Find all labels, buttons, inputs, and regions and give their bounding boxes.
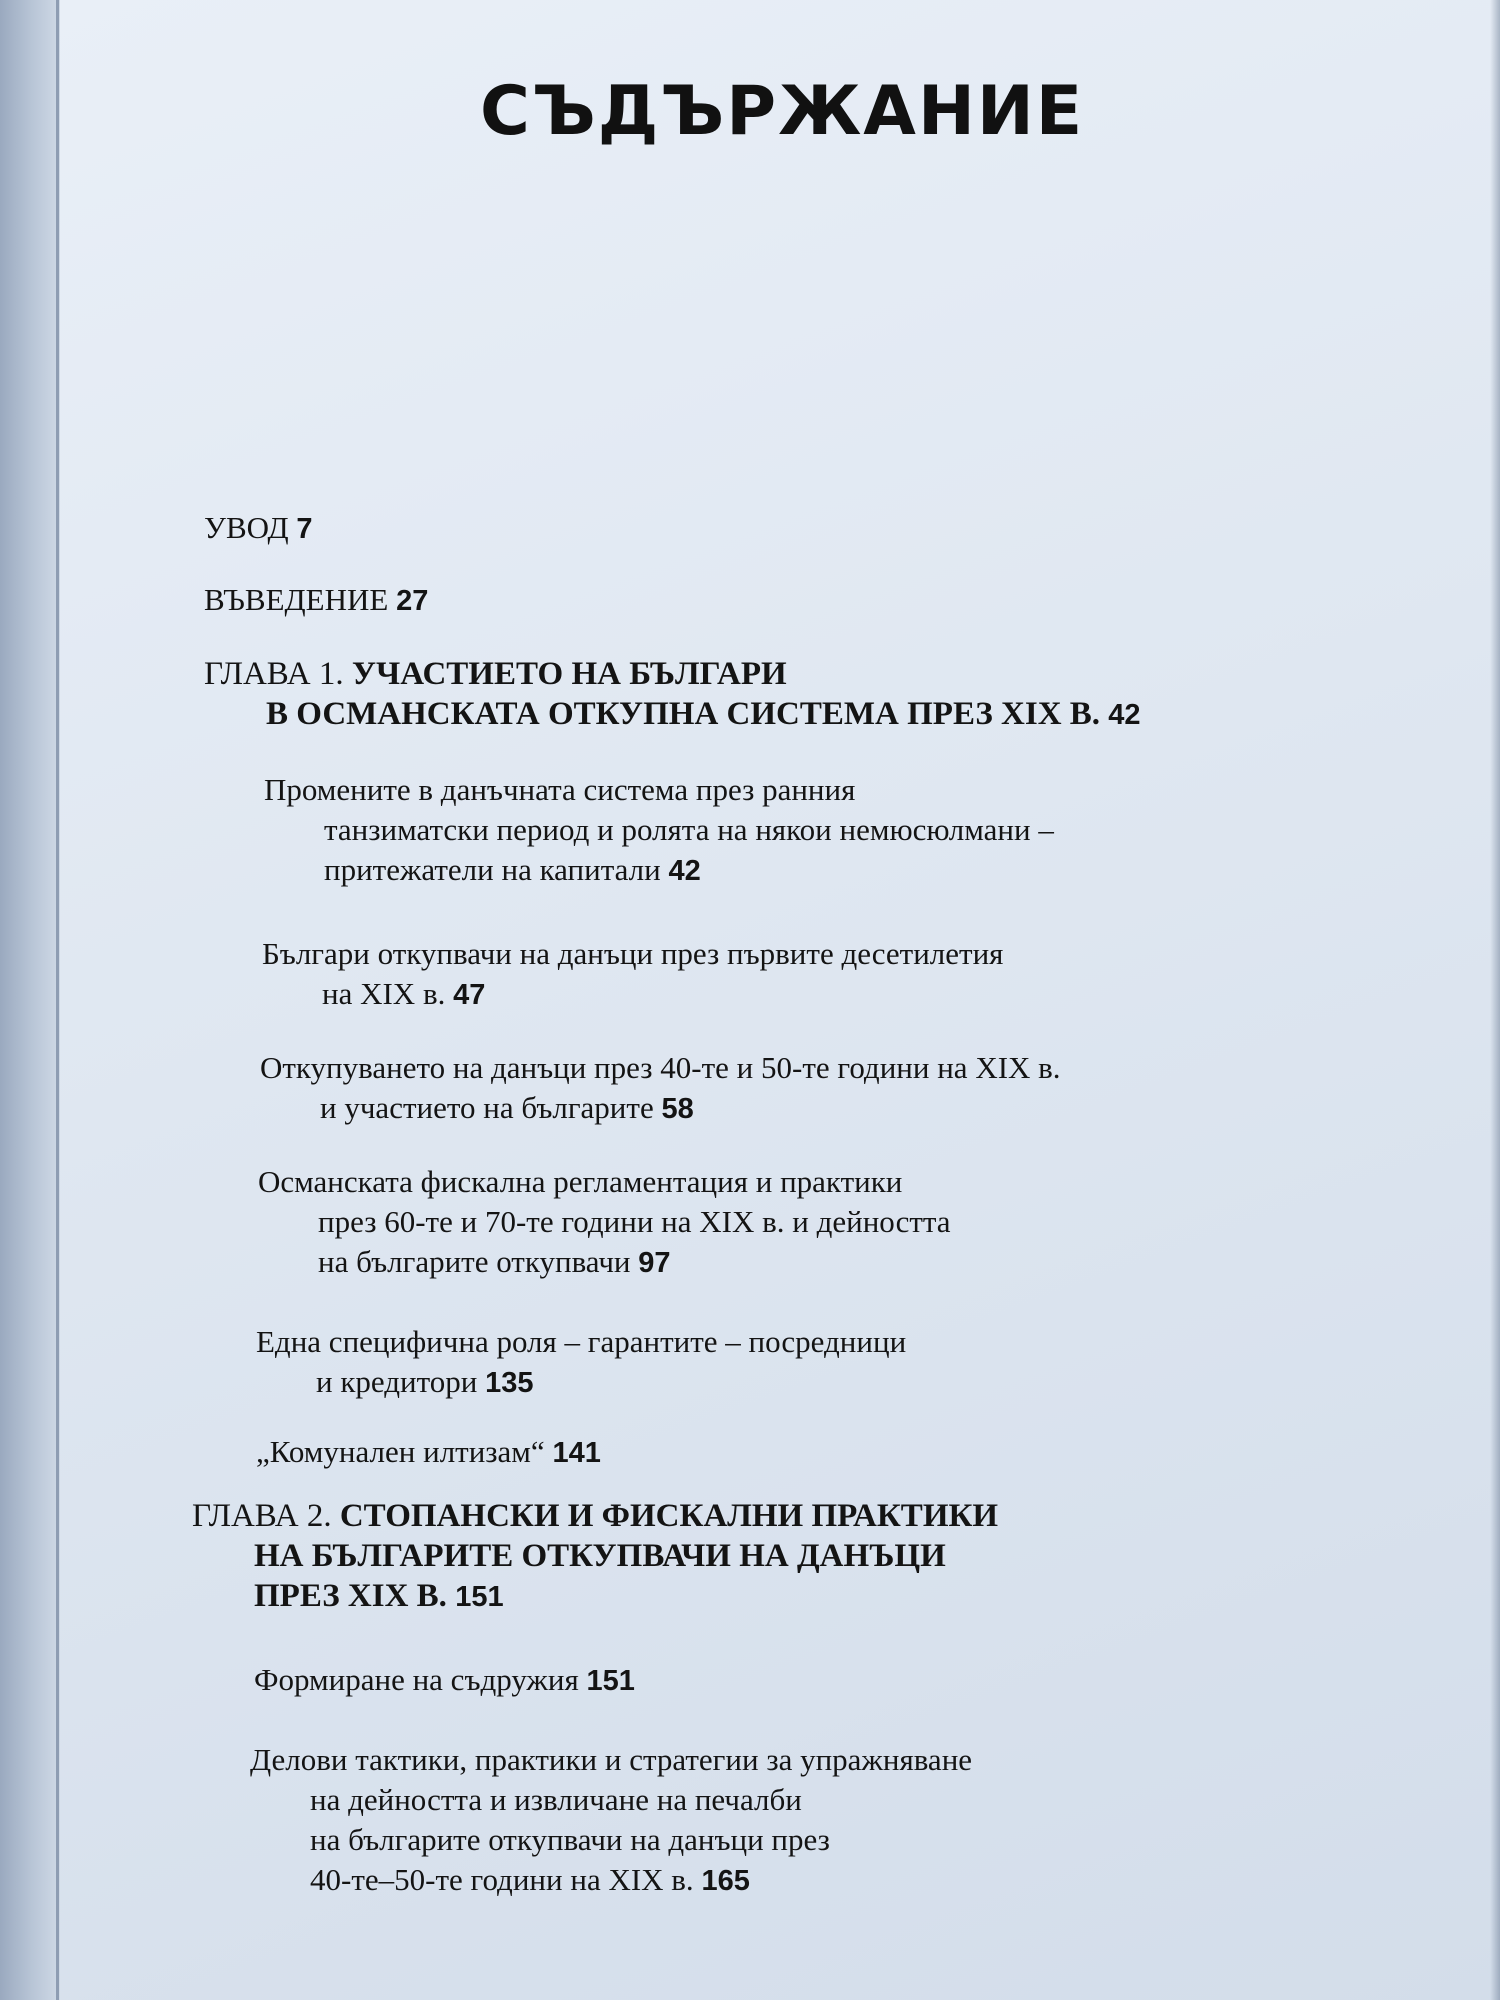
chapter-2-heading-line-3 (192, 1576, 998, 1617)
section-line-last (254, 1660, 635, 1701)
toc-entry-line (204, 508, 313, 549)
section-line: Промените в данъчната система през ранния (264, 772, 856, 807)
section-line-last (256, 1432, 601, 1473)
toc-page-number: 151 (455, 1581, 504, 1613)
chapter-2-section-1 (254, 1660, 635, 1701)
section-line-text: притежатели на капитали (324, 852, 661, 887)
section-line: танзиматски период и ролята на някои немюсюлмани – (324, 812, 1054, 847)
toc-page-number: 7 (296, 513, 313, 545)
toc-page-number: 58 (661, 1093, 694, 1125)
toc-entry-uvod (204, 508, 313, 549)
chapter-1-title-line-1: УЧАСТИЕТО НА БЪЛГАРИ (351, 656, 787, 692)
chapter-1-section-1 (264, 770, 1054, 891)
page-title: СЪДЪРЖАНИЕ (480, 72, 1085, 151)
toc-entry-vavedenie (204, 580, 428, 621)
section-line-text: 40-те–50-те години на XIX в. (310, 1862, 694, 1897)
section-line-last (262, 974, 1003, 1015)
toc-entry-line (204, 580, 428, 621)
section-line-last (256, 1362, 906, 1403)
section-line: Българи откупвачи на данъци през първите десетилетия (262, 936, 1004, 971)
section-line: на българите откупвачи на данъци през (310, 1822, 830, 1857)
chapter-2-prefix: ГЛАВА 2. (192, 1498, 332, 1534)
section-line: на дейността и извличане на печалби (310, 1782, 802, 1817)
chapter-2-heading-line-2 (192, 1536, 998, 1576)
chapter-1-heading (204, 654, 1141, 735)
chapter-1-heading-line-1 (204, 654, 1141, 694)
section-line: Откупуването на данъци през 40-те и 50-те години на XIX в. (260, 1050, 1061, 1085)
section-line: Една специфична роля – гарантите – посредници (256, 1324, 907, 1359)
gutter-shadow-line (56, 0, 59, 2000)
section-line-text: на българите откупвачи (318, 1244, 631, 1279)
section-line-text: и кредитори (316, 1364, 478, 1399)
section-line-last (250, 1860, 972, 1901)
toc-page-number: 42 (1108, 699, 1141, 731)
toc-page-number: 135 (485, 1367, 534, 1399)
section-line: Делови тактики, практики и стратегии за упражняване (250, 1742, 973, 1777)
chapter-2-heading-line-1 (192, 1496, 998, 1536)
toc-page-number: 27 (396, 585, 429, 617)
page-edge-shadow (1490, 0, 1500, 2000)
book-gutter (0, 0, 60, 2000)
section-line-last (264, 850, 1054, 891)
chapter-2-title-line-3: ПРЕЗ XIX В. (254, 1578, 447, 1614)
section-line-last (258, 1242, 951, 1283)
section-line-text: „Комунален илтизам“ (256, 1434, 545, 1469)
section-line: Османската фискална регламентация и практики (258, 1164, 903, 1199)
chapter-2-title-line-2: НА БЪЛГАРИТЕ ОТКУПВАЧИ НА ДАНЪЦИ (254, 1538, 946, 1574)
toc-page-number: 165 (701, 1865, 750, 1897)
chapter-1-section-4 (258, 1162, 951, 1283)
chapter-1-section-6 (256, 1432, 601, 1473)
toc-page-number: 97 (638, 1247, 671, 1279)
toc-page-number: 47 (453, 979, 486, 1011)
toc-entry-label: ВЪВЕДЕНИЕ (204, 582, 389, 617)
section-line-text: и участието на българите (320, 1090, 654, 1125)
toc-page-number: 151 (586, 1665, 635, 1697)
section-line: през 60-те и 70-те години на XIX в. и дейността (318, 1204, 951, 1239)
chapter-2-section-2 (250, 1740, 972, 1901)
chapter-2-title-line-1: СТОПАНСКИ И ФИСКАЛНИ ПРАКТИКИ (339, 1498, 999, 1534)
section-line-text: Формиране на съдружия (254, 1662, 579, 1697)
section-line-text: на XIX в. (322, 976, 446, 1011)
toc-page-number: 141 (552, 1437, 601, 1469)
chapter-1-section-5 (256, 1322, 906, 1403)
chapter-1-title-line-2: В ОСМАНСКАТА ОТКУПНА СИСТЕМА ПРЕЗ XIX В. (266, 696, 1101, 732)
chapter-1-section-2 (262, 934, 1003, 1015)
chapter-1-section-3 (260, 1048, 1061, 1129)
toc-entry-label: УВОД (204, 510, 289, 545)
section-line-last (260, 1088, 1061, 1129)
chapter-1-heading-line-2 (204, 694, 1141, 735)
chapter-2-heading (192, 1496, 998, 1617)
toc-page-number: 42 (668, 855, 701, 887)
chapter-1-prefix: ГЛАВА 1. (204, 656, 344, 692)
